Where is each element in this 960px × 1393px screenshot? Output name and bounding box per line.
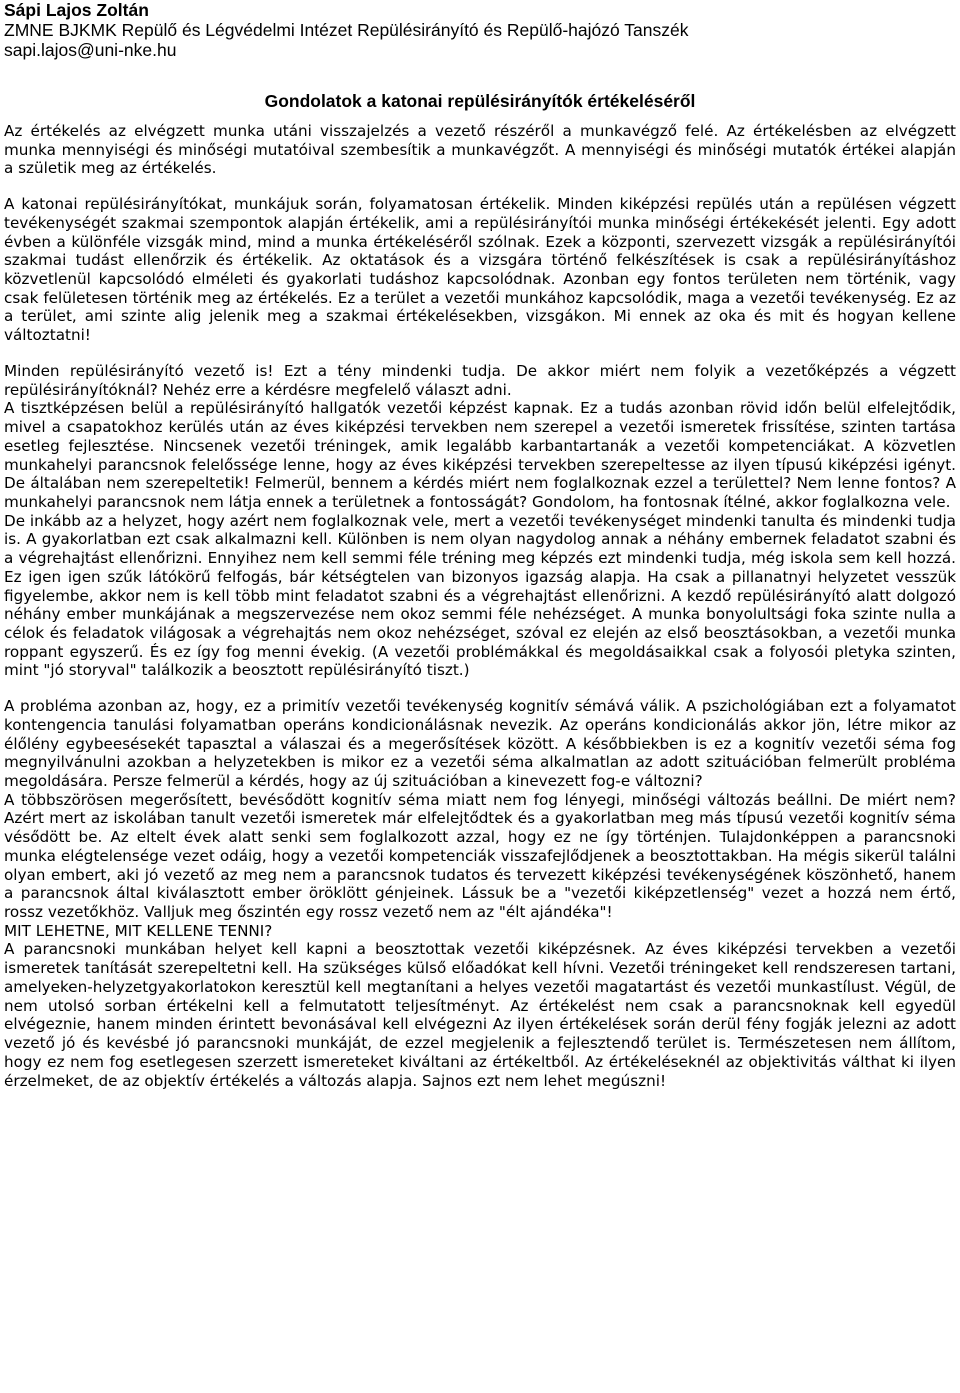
paragraph: A többszörösen megerősített, bevésődött kognitív séma miatt nem fog lényegi, minőségi változás beállni. De miért nem? Azért mert az iskolában tanult vezetői ismeretek már elfelejtődtek és a gyakorlatban meg más típusú vezetői kognitív séma vésődött be. Az eltelt évek alatt senki sem foglalkozott azzal, hogy ez ne így történjen. Tulajdonképpen a parancsnoki munka elégtelensége vezet odáig, hogy a vezetői kompetenciák visszafejlődjenek a beosztottakban. Ha mégis sikerül találni olyan embert, aki jó vezető az meg nem a parancsnok tudatos és tervezett kiképzési tevékenységének köszönhető, hanem a parancsnok által kiválasztott ember öröklött génjeinek. Lássuk be a "vezetői kiképzetlenség" vezet a hozzá nem értő, rossz vezetőkhöz. Valljuk meg őszintén egy rossz vezető nem az "élt ajándéka"! (4, 790, 956, 922)
paragraph: De inkább az a helyzet, hogy azért nem foglalkoznak vele, mert a vezetői tevékenységet mindenki tanulta és mindenki tudja is. A gyakorlatban ezt csak alkalmazni kell. Különben is nem olyan nagydolog annak a néhány embernek feladatot szabni és a végrehajtást ellenőrizni. Ennyihez nem kell semmi féle tréning meg képzés ezt mindenki tudja, még iskola sem kell hozzá. Ez igen igen szűk látókörű felfogás, bár kétségtelen van bizonyos igazság alapja. Ha csak a pillanatnyi helyzetet vesszük figyelembe, akkor nem is kell több mint feladatot szabni és a végrehajtást ellenőrizni. A kezdő repülésirányító alatt dolgozó néhány ember munkájának a megszervezése nem okoz semmi féle nehézséget. A munka bonyolultsági foka szinte nulla a célok és feladatok világosak a végrehajtás nem okoz nehézséget, szóval ez elején az első beosztásokban, a vezetői munka roppant egyszerű. És ez így fog menni évekig. (A vezetői problémákkal és megoldásaikkal csak a folyosói pletyka szinten, mint "jó storyval" találkozik a beosztott repülésirányító tiszt.) (4, 511, 956, 680)
paragraph: A katonai repülésirányítókat, munkájuk során, folyamatosan értékelik. Minden kiképzési repülés után a repülésen végzett tevékenységét szakmai szempontok alapján értékelik, ami a repülésirányítói munka minőségi értékekését jelenti. Egy adott évben a különféle vizsgák mind, mind a munka értékeléséről szólnak. Ezek a központi, szervezett vizsgák a repülésirányítói szakmai tudást ellenőrzik és értékelik. Az oktatások és a vizsgára történő felkészítések is csak a repülésirányításhoz közvetlenül kapcsolódó elméleti és gyakorlati tudáshoz kapcsolódnak. Azonban egy fontos területen nem történik, vagy csak felületesen történik meg az értékelés. Ez a terület a vezetői munkához kapcsolódik, maga a vezetői tevékenység. Ez az a terület, ami szinte alig jelenik meg a szakmai értékelésekben, vizsgákon. Mi ennek az oka és mit és hogyan kellene változtatni! (4, 195, 956, 345)
document-title: Gondolatok a katonai repülésirányítók értékeléséről (264, 91, 696, 111)
author-email: sapi.lajos@uni-nke.hu (4, 40, 177, 60)
paragraph: Minden repülésirányító vezető is! Ezt a tény mindenki tudja. De akkor miért nem folyik a vezetőképzés a végzett repülésirányítóknál? Nehéz erre a kérdésre megfelelő választ adni. (4, 361, 956, 399)
document-body (4, 122, 956, 1090)
paragraph: A parancsnoki munkában helyet kell kapni a beosztottak vezetői kiképzésnek. Az éves kiképzési tervekben a vezetői ismeretek tanítását szerepeltetni kell. Ha szükséges külső előadókat kell hívni. Vezetői tréningeket kell rendszeresen tartani, amelyeken-helyzetgyakorlatokon keresztül kell megtanítani a helyes vezetői magatartást és vezetői munkastílust. Végül, de nem utolsó sorban értékelni kell a felmutatott teljesítményt. Az értékelést nem csak a parancsnoknak kell egyedül elvégeznie, hanem minden érintett bevonásával kell elvégezni Az ilyen értékelések során derül fény fogják jelezni az adott vezető jó és kevésbé jó parancsnoki munkáját, de ezzel megjelenik a fejlesztendő terület is. Természetesen nem állítom, hogy ez nem fog esetlegesen szerzett ismereteket kiváltani az értékeltből. Az értékeléseknél az objektivitás válthat ki ilyen érzelmeket, de az objektív értékelés a változás alapja. Sajnos ezt nem lehet megúszni! (4, 940, 956, 1090)
paragraph: A tisztképzésen belül a repülésirányító hallgatók vezetői képzést kapnak. Ez a tudás azonban rövid időn belül elfelejtődik, mivel a csapatokhoz kerülés után az éves kiképzési tervekben nem szerepel a vezetői ismeretek frissítése, szinten tartása esetleg fejlesztése. Nincsenek vezetői tréningek, amik legalább karbantartanák a vezetői kompetenciákat. A közvetlen munkahelyi parancsnok felelőssége lenne, hogy az éves kiképzési tervekben szerepeltesse az ilyen típusú kiképzési igényt. De általában nem szerepeltetik! Felmerül, bennem a kérdés miért nem foglalkoznak ezzel a területtel? Nem lenne fontos? A munkahelyi parancsnok nem látja ennek a területnek a fontosságát? Gondolom, ha fontosnak ítélné, akkor foglalkozna vele. (4, 399, 956, 511)
document-header (4, 0, 956, 60)
author-affiliation: ZMNE BJKMK Repülő és Légvédelmi Intézet Repülésirányító és Repülő-hajózó Tanszék (4, 20, 689, 40)
paragraph: Az értékelés az elvégzett munka utáni visszajelzés a vezető részéről a munkavégző felé. Az értékelésben az elvégzett munka mennyiségi és minőségi mutatóival szembesítik a munkavégzőt. A mennyiségi és minőségi mutatók értékei alapján a születik meg az értékelés. (4, 122, 956, 178)
author-name: Sápi Lajos Zoltán (4, 0, 149, 20)
section-heading: MIT LEHETNE, MIT KELLENE TENNI? (4, 921, 273, 940)
paragraph: A probléma azonban az, hogy, ez a primitív vezetői tevékenység kognitív sémává válik. A pszichológiában ezt a folyamatot kontengencia tanulási folyamatban operáns kondicionálásnak nevezik. Az operáns kondicionálás akkor jön, létre mikor az élőlény egybeesésekét tapasztal a válaszai és a megerősítések között. A későbbiekben is ez a kognitív vezetői séma fog megnyilvánulni azokban a helyzetekben is mikor ez a vezetői séma alkalmatlan az adott szituációban felmerült probléma megoldására. Persze felmerül a kérdés, hogy az új szituációban a kinevezett fog-e változni? (4, 697, 956, 790)
